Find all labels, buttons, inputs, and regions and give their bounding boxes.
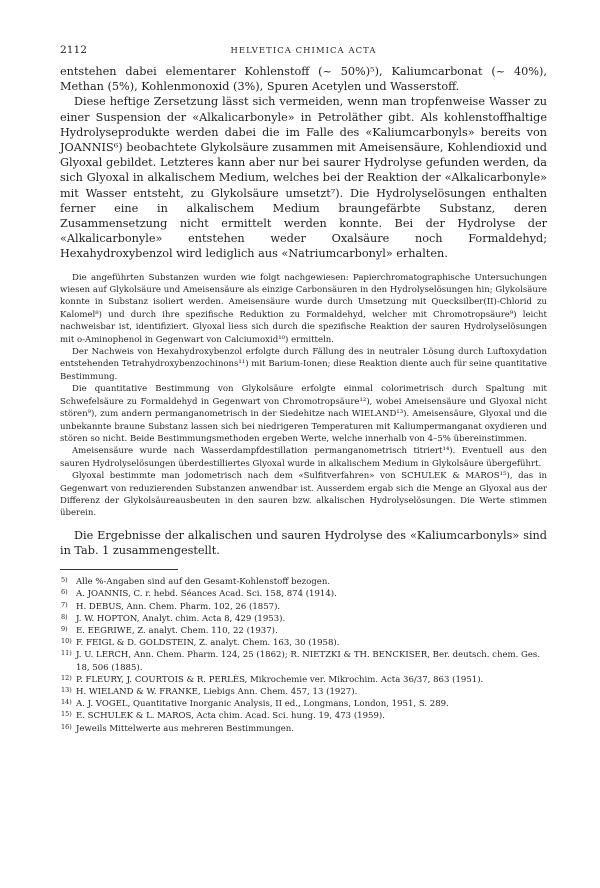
footnote-text: Jeweils Mittelwerte aus mehreren Bestimmungen. — [76, 723, 294, 734]
footnote-number: 14) — [61, 698, 72, 707]
footnote — [60, 649, 547, 673]
footnote-text: A. JOANNIS, C. r. hebd. Séances Acad. Sci. 158, 874 (1914). — [76, 589, 337, 600]
footnote-text: P. FLEURY, J. COURTOIS & R. PERLÈS, Mikrochemie ver. Mikrochim. Acta 36/37, 863 (1951). — [76, 674, 484, 685]
footnote-text: H. DEBUS, Ann. Chem. Pharm. 102, 26 (1857). — [76, 601, 281, 612]
experimental-notes — [60, 272, 547, 520]
footnote-number: 12) — [61, 673, 72, 682]
page-number: 2112 — [60, 44, 87, 56]
small-paragraph-1: Die angeführten Substanzen wurden wie folgt nachgewiesen: Papierchromatographische Untersuchungen wiesen auf Glykolsäure und Ameisensäure als einzige Carbonsäuren in den Hydrolyselösungen hin; Glykolsäure konnte in Substanz isoliert werden. Ameisensäure wurde durch Umsetzung mit Quecksilber(II)-Chlorid zu Kalomel⁸) und durch ihre spezifische Reduktion zu Formaldehyd, welcher mit Chromotropsäure⁹) leicht nachweisbar ist, identifiziert. Glyoxal liess sich durch die spezifische Reaktion der sauren Hydrolyselösungen mit o-Aminophenol in Gegenwart von Calciumoxid¹⁰) ermitteln. — [60, 272, 547, 345]
footnote-number: 10) — [61, 637, 72, 646]
journal-title: HELVETICA CHIMICA ACTA — [230, 45, 377, 55]
footnote — [60, 637, 547, 649]
footnote-number: 15) — [61, 710, 72, 719]
footnote — [60, 613, 547, 625]
footnote — [60, 625, 547, 637]
body-paragraph-1: entstehen dabei elementarer Kohlenstoff (~ 50%)⁵), Kaliumcarbonat (~ 40%), Methan (5%), Kohlenmonoxid (3%), Spuren Acetylen und Wasserstoff. — [60, 65, 547, 94]
body-paragraph-2: Diese heftige Zersetzung lässt sich vermeiden, wenn man tropfenweise Wasser zu einer Suspension der «Alkalicarbonyle» in Petroläther gibt. Als kohlenstoffhaltige Hydrolyseprodukte werden dabei die im Falle des «Kaliumcarbonyls» bereits von JOANNIS⁶) beobachtete Glykolsäure zusammen mit Ameisensäure, Kohlendioxid und Glyoxal gebildet. Letzteres kann aber nur bei saurer Hydrolyse gefunden werden, da sich Glyoxal in alkalischem Medium, welches bei der Reaktion der «Alkalicarbonyle» mit Wasser entsteht, zu Glykolsäure umsetzt⁷). Die Hydrolyselösungen enthalten ferner eine in alkalischem Medium braungefärbte Substanz, deren Zusammensetzung nicht ermittelt werden konnte. Bei der Hydrolyse der «Alkalicarbonyle» entstehen weder Oxalsäure noch Formaldehyd; Hexahydroxybenzol wird lediglich aus «Natriumcarbonyl» erhalten. — [60, 95, 547, 261]
footnote-text: J. W. HOPTON, Analyt. chim. Acta 8, 429 (1953). — [76, 613, 286, 624]
footnote-text: J. U. LERCH, Ann. Chem. Pharm. 124, 25 (1862); R. NIETZKI & TH. BENCKISER, Ber. deutsch. chem. Ges. 18, 506 (1885). — [76, 650, 541, 673]
footnote-number: 16) — [61, 722, 72, 731]
footnote — [60, 710, 547, 722]
footnote-text: A. J. VOGEL, Quantitative Inorganic Analysis, II ed., Longmans, London, 1951, S. 289. — [76, 699, 449, 710]
running-header — [60, 44, 547, 60]
small-paragraph-2: Der Nachweis von Hexahydroxybenzol erfolgte durch Fällung des in neutraler Lösung durch Luftoxydation entstehenden Tetrahydroxybenzochinons¹¹) mit Barium-Ionen; diese Reaktion diente auch für seine quantitative Bestimmung. — [60, 347, 547, 382]
footnote-text: H. WIELAND & W. FRANKE, Liebigs Ann. Chem. 457, 13 (1927). — [76, 687, 358, 697]
footnote-rule — [60, 569, 178, 570]
footnote-text: E. EEGRIWE, Z. analyt. Chem. 110, 22 (1937). — [76, 625, 278, 636]
footnotes — [60, 576, 547, 735]
footnote-number: 13) — [61, 686, 72, 694]
footnote — [60, 723, 547, 735]
footnote-number: 7) — [61, 600, 68, 609]
footnote-text: E. SCHULEK & L. MAROS, Acta chim. Acad. Sci. hung. 19, 473 (1959). — [76, 711, 385, 722]
footnote-number: 11) — [61, 649, 72, 658]
results-section — [60, 528, 547, 558]
footnote-text: F. FEIGL & D. GOLDSTEIN, Z. analyt. Chem. 163, 30 (1958). — [76, 638, 340, 649]
results-paragraph: Die Ergebnisse der alkalischen und sauren Hydrolyse des «Kaliumcarbonyls» sind in Tab. 1 zusammengestellt. — [60, 528, 547, 557]
footnote — [60, 588, 547, 600]
footnote — [60, 686, 547, 698]
small-paragraph-5: Glyoxal bestimmte man jodometrisch nach dem «Sulfitverfahren» von SCHULEK & MAROS¹⁵), das in Gegenwart von reduzierenden Substanzen anwendbar ist. Ausserdem ergab sich die Menge an Glyoxal aus der Differenz der Glykolsäureausbeuten in den sauren bzw. alkalischen Hydrolyselösungen. Die Werte stimmen überein. — [60, 471, 547, 519]
footnote — [60, 601, 547, 613]
main-text — [60, 64, 547, 262]
footnote-number: 5) — [61, 576, 68, 585]
footnote-number: 9) — [61, 624, 68, 633]
footnote — [60, 674, 547, 686]
footnote — [60, 698, 547, 710]
journal-page — [60, 44, 547, 735]
footnote-number: 6) — [61, 588, 68, 597]
small-paragraph-4: Ameisensäure wurde nach Wasserdampfdestillation permanganometrisch titriert¹⁴). Eventuell aus den sauren Hydrolyselösungen überdestilliertes Glyoxal wurde in alkalischem Medium in Glykolsäure übergeführt. — [60, 446, 547, 469]
footnote-number: 8) — [61, 612, 68, 621]
small-paragraph-3: Die quantitative Bestimmung von Glykolsäure erfolgte einmal colorimetrisch durch Spaltung mit Schwefelsäure zu Formaldehyd in Gegenwart von Chromotropsäure¹²), wobei Ameisensäure und Glyoxal nicht stören⁹), zum andern permanganometrisch in der Siedehitze nach WIELAND¹³). Ameisensäure, Glyoxal und die unbekannte braune Substanz lassen sich bei niedrigeren Temperaturen mit Kaliumpermanganat oxydieren und stören so nicht. Beide Bestimmungsmethoden ergeben Werte, welche innerhalb von 4–5% übereinstimmen. — [60, 384, 547, 444]
footnote-text: Alle %-Angaben sind auf den Gesamt-Kohlenstoff bezogen. — [76, 577, 331, 588]
footnote — [60, 576, 547, 588]
